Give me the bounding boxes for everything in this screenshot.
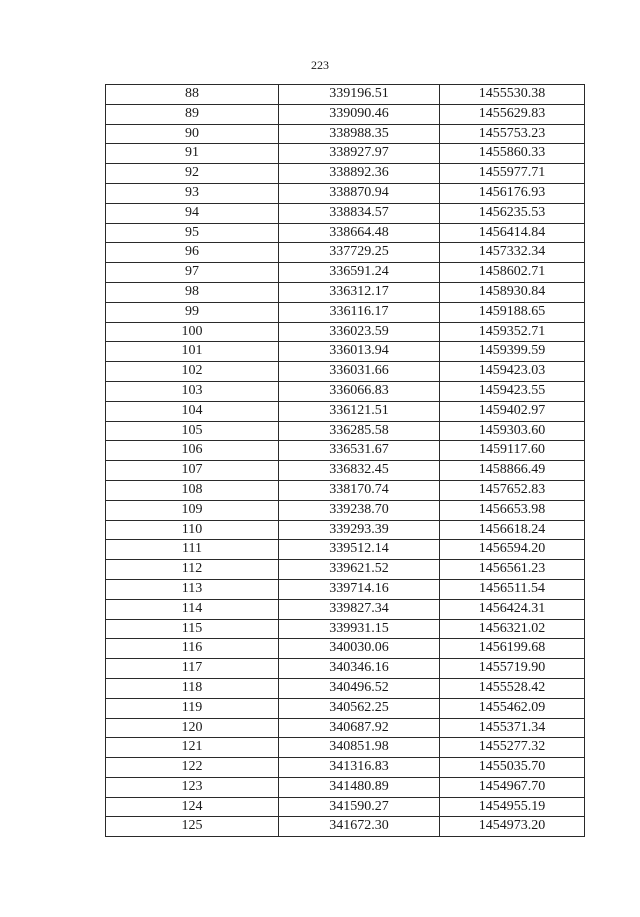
y-coordinate-cell: 1458930.84 (440, 282, 585, 302)
x-coordinate-cell: 337729.25 (279, 243, 440, 263)
point-number-cell: 119 (106, 698, 279, 718)
x-coordinate-cell: 339090.46 (279, 104, 440, 124)
x-coordinate-cell: 340687.92 (279, 718, 440, 738)
x-coordinate-cell: 341672.30 (279, 817, 440, 837)
point-number-cell: 96 (106, 243, 279, 263)
table-row (106, 441, 585, 461)
table-row (106, 500, 585, 520)
y-coordinate-cell: 1456561.23 (440, 560, 585, 580)
point-number-cell: 100 (106, 322, 279, 342)
table-row (106, 164, 585, 184)
table-row (106, 698, 585, 718)
point-number-cell: 117 (106, 659, 279, 679)
y-coordinate-cell: 1456594.20 (440, 540, 585, 560)
x-coordinate-cell: 338927.97 (279, 144, 440, 164)
table-row (106, 777, 585, 797)
table-row (106, 758, 585, 778)
y-coordinate-cell: 1459423.55 (440, 381, 585, 401)
x-coordinate-cell: 339621.52 (279, 560, 440, 580)
x-coordinate-cell: 338834.57 (279, 203, 440, 223)
point-number-cell: 89 (106, 104, 279, 124)
coordinate-table (105, 84, 585, 837)
point-number-cell: 124 (106, 797, 279, 817)
table-row (106, 619, 585, 639)
point-number-cell: 120 (106, 718, 279, 738)
table-row (106, 203, 585, 223)
point-number-cell: 121 (106, 738, 279, 758)
x-coordinate-cell: 339196.51 (279, 85, 440, 105)
table-row (106, 659, 585, 679)
table-row (106, 480, 585, 500)
x-coordinate-cell: 339293.39 (279, 520, 440, 540)
table-row (106, 282, 585, 302)
table-row (106, 817, 585, 837)
y-coordinate-cell: 1458866.49 (440, 461, 585, 481)
x-coordinate-cell: 339827.34 (279, 599, 440, 619)
x-coordinate-cell: 338892.36 (279, 164, 440, 184)
x-coordinate-cell: 336285.58 (279, 421, 440, 441)
table-row (106, 104, 585, 124)
y-coordinate-cell: 1459423.03 (440, 362, 585, 382)
y-coordinate-cell: 1455277.32 (440, 738, 585, 758)
x-coordinate-cell: 339238.70 (279, 500, 440, 520)
y-coordinate-cell: 1455528.42 (440, 678, 585, 698)
y-coordinate-cell: 1456176.93 (440, 183, 585, 203)
x-coordinate-cell: 340562.25 (279, 698, 440, 718)
x-coordinate-cell: 338988.35 (279, 124, 440, 144)
y-coordinate-cell: 1457332.34 (440, 243, 585, 263)
table-row (106, 124, 585, 144)
x-coordinate-cell: 336013.94 (279, 342, 440, 362)
point-number-cell: 90 (106, 124, 279, 144)
point-number-cell: 106 (106, 441, 279, 461)
table-row (106, 243, 585, 263)
point-number-cell: 125 (106, 817, 279, 837)
table-row (106, 678, 585, 698)
y-coordinate-cell: 1459117.60 (440, 441, 585, 461)
y-coordinate-cell: 1455035.70 (440, 758, 585, 778)
table-row (106, 797, 585, 817)
page-number: 223 (311, 58, 329, 72)
point-number-cell: 88 (106, 85, 279, 105)
y-coordinate-cell: 1456414.84 (440, 223, 585, 243)
x-coordinate-cell: 339512.14 (279, 540, 440, 560)
y-coordinate-cell: 1456618.24 (440, 520, 585, 540)
y-coordinate-cell: 1454967.70 (440, 777, 585, 797)
table-row (106, 183, 585, 203)
x-coordinate-cell: 341316.83 (279, 758, 440, 778)
table-row (106, 738, 585, 758)
table-row (106, 421, 585, 441)
y-coordinate-cell: 1457652.83 (440, 480, 585, 500)
y-coordinate-cell: 1456653.98 (440, 500, 585, 520)
table-row (106, 599, 585, 619)
point-number-cell: 108 (106, 480, 279, 500)
point-number-cell: 110 (106, 520, 279, 540)
y-coordinate-cell: 1455530.38 (440, 85, 585, 105)
point-number-cell: 116 (106, 639, 279, 659)
table-row (106, 263, 585, 283)
y-coordinate-cell: 1459303.60 (440, 421, 585, 441)
x-coordinate-cell: 336832.45 (279, 461, 440, 481)
table-row (106, 639, 585, 659)
point-number-cell: 102 (106, 362, 279, 382)
point-number-cell: 118 (106, 678, 279, 698)
point-number-cell: 115 (106, 619, 279, 639)
point-number-cell: 92 (106, 164, 279, 184)
y-coordinate-cell: 1459188.65 (440, 302, 585, 322)
y-coordinate-cell: 1456235.53 (440, 203, 585, 223)
y-coordinate-cell: 1455462.09 (440, 698, 585, 718)
x-coordinate-cell: 339714.16 (279, 579, 440, 599)
x-coordinate-cell: 336121.51 (279, 401, 440, 421)
point-number-cell: 114 (106, 599, 279, 619)
table-row (106, 362, 585, 382)
point-number-cell: 109 (106, 500, 279, 520)
point-number-cell: 97 (106, 263, 279, 283)
table-row (106, 381, 585, 401)
table-row (106, 401, 585, 421)
point-number-cell: 107 (106, 461, 279, 481)
x-coordinate-cell: 340030.06 (279, 639, 440, 659)
coordinate-table-body (106, 85, 585, 837)
y-coordinate-cell: 1458602.71 (440, 263, 585, 283)
point-number-cell: 93 (106, 183, 279, 203)
table-row (106, 223, 585, 243)
point-number-cell: 91 (106, 144, 279, 164)
x-coordinate-cell: 340851.98 (279, 738, 440, 758)
point-number-cell: 94 (106, 203, 279, 223)
point-number-cell: 98 (106, 282, 279, 302)
y-coordinate-cell: 1456199.68 (440, 639, 585, 659)
y-coordinate-cell: 1455860.33 (440, 144, 585, 164)
y-coordinate-cell: 1455629.83 (440, 104, 585, 124)
table-row (106, 342, 585, 362)
table-row (106, 302, 585, 322)
table-row (106, 144, 585, 164)
x-coordinate-cell: 336591.24 (279, 263, 440, 283)
table-row (106, 461, 585, 481)
point-number-cell: 122 (106, 758, 279, 778)
y-coordinate-cell: 1459402.97 (440, 401, 585, 421)
x-coordinate-cell: 336031.66 (279, 362, 440, 382)
table-row (106, 579, 585, 599)
x-coordinate-cell: 341590.27 (279, 797, 440, 817)
x-coordinate-cell: 339931.15 (279, 619, 440, 639)
x-coordinate-cell: 341480.89 (279, 777, 440, 797)
x-coordinate-cell: 338870.94 (279, 183, 440, 203)
point-number-cell: 112 (106, 560, 279, 580)
table-row (106, 560, 585, 580)
point-number-cell: 103 (106, 381, 279, 401)
y-coordinate-cell: 1456424.31 (440, 599, 585, 619)
y-coordinate-cell: 1455371.34 (440, 718, 585, 738)
x-coordinate-cell: 340496.52 (279, 678, 440, 698)
x-coordinate-cell: 338664.48 (279, 223, 440, 243)
x-coordinate-cell: 336312.17 (279, 282, 440, 302)
y-coordinate-cell: 1454973.20 (440, 817, 585, 837)
point-number-cell: 99 (106, 302, 279, 322)
point-number-cell: 111 (106, 540, 279, 560)
y-coordinate-cell: 1455753.23 (440, 124, 585, 144)
x-coordinate-cell: 336531.67 (279, 441, 440, 461)
y-coordinate-cell: 1459352.71 (440, 322, 585, 342)
x-coordinate-cell: 336116.17 (279, 302, 440, 322)
y-coordinate-cell: 1456511.54 (440, 579, 585, 599)
y-coordinate-cell: 1455719.90 (440, 659, 585, 679)
table-row (106, 322, 585, 342)
table-row (106, 85, 585, 105)
y-coordinate-cell: 1459399.59 (440, 342, 585, 362)
point-number-cell: 123 (106, 777, 279, 797)
x-coordinate-cell: 338170.74 (279, 480, 440, 500)
x-coordinate-cell: 340346.16 (279, 659, 440, 679)
table-row (106, 520, 585, 540)
table-row (106, 540, 585, 560)
x-coordinate-cell: 336066.83 (279, 381, 440, 401)
point-number-cell: 105 (106, 421, 279, 441)
point-number-cell: 104 (106, 401, 279, 421)
point-number-cell: 101 (106, 342, 279, 362)
point-number-cell: 95 (106, 223, 279, 243)
y-coordinate-cell: 1456321.02 (440, 619, 585, 639)
table-row (106, 718, 585, 738)
y-coordinate-cell: 1455977.71 (440, 164, 585, 184)
x-coordinate-cell: 336023.59 (279, 322, 440, 342)
point-number-cell: 113 (106, 579, 279, 599)
y-coordinate-cell: 1454955.19 (440, 797, 585, 817)
